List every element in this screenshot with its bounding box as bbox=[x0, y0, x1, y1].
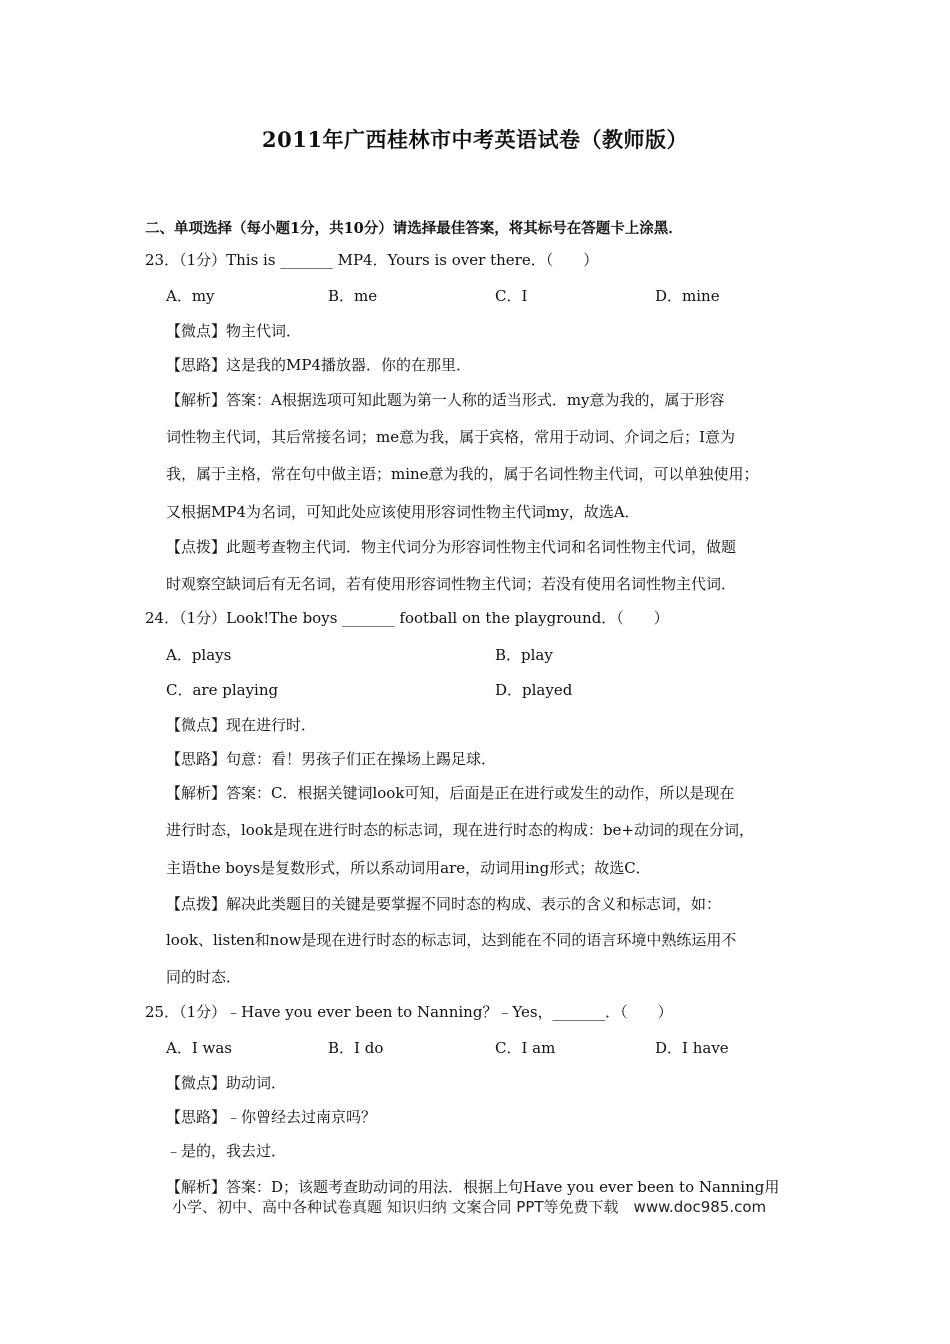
q23-analysis-line: 【解析】答案：A根据选项可知此题为第一人称的适当形式．my意为我的，属于形容 bbox=[166, 391, 725, 409]
q24-option-a: A．plays bbox=[166, 646, 232, 664]
question-24-stem: 24．（1分）Look!The boys _______ football on the playground．（ ） bbox=[145, 609, 669, 627]
q23-option-a: A．my bbox=[166, 287, 215, 305]
q24-point: 【微点】现在进行时． bbox=[166, 716, 317, 734]
document-title: 2011年广西桂林市中考英语试卷（教师版） bbox=[262, 127, 688, 152]
question-25-stem: 25．（1分）﹣Have you ever been to Nanning？﹣Yes，_______．（ ） bbox=[145, 1003, 673, 1021]
q24-idea: 【思路】句意：看！男孩子们正在操场上踢足球． bbox=[166, 750, 497, 768]
q24-analysis-line: 【解析】答案：C．根据关键词look可知，后面是正在进行或发生的动作，所以是现在 bbox=[166, 784, 735, 802]
q23-analysis-line: 我，属于主格，常在句中做主语；mine意为我的，属于名词性物主代词，可以单独使用； bbox=[166, 465, 759, 483]
q24-tip-line: 【点拨】解决此类题目的关键是要掌握不同时态的构成、表示的含义和标志词，如： bbox=[166, 895, 722, 913]
q25-idea: 【思路】﹣你曾经去过南京吗？ bbox=[166, 1108, 377, 1126]
q23-option-d: D．mine bbox=[655, 287, 720, 305]
q23-tip-line: 【点拨】此题考查物主代词．物主代词分为形容词性物主代词和名词性物主代词，做题 bbox=[166, 538, 737, 556]
q24-tip-line: 同的时态． bbox=[166, 968, 242, 986]
q25-analysis-line: 【解析】答案：D；该题考查助动词的用法．根据上句Have you ever been to Nanning用 bbox=[166, 1178, 780, 1196]
q24-option-d: D．played bbox=[495, 681, 573, 699]
q23-point: 【微点】物主代词． bbox=[166, 322, 302, 340]
q25-point: 【微点】助动词． bbox=[166, 1074, 287, 1092]
q24-analysis-line: 主语the boys是复数形式，所以系动词用are，动词用ing形式；故选C． bbox=[166, 859, 651, 877]
q25-idea-answer: ﹣是的，我去过． bbox=[166, 1142, 287, 1160]
q23-option-c: C．I bbox=[495, 287, 528, 305]
q25-option-b: B．I do bbox=[328, 1039, 384, 1057]
q25-option-a: A．I was bbox=[166, 1039, 233, 1057]
question-23-stem: 23．（1分）This is _______ MP4．Yours is over there．（ ） bbox=[145, 251, 599, 269]
q25-option-c: C．I am bbox=[495, 1039, 556, 1057]
q23-tip-line: 时观察空缺词后有无名词，若有使用形容词性物主代词；若没有使用名词性物主代词． bbox=[166, 575, 737, 593]
q23-analysis-line: 又根据MP4为名词，可知此处应该使用形容词性物主代词my，故选A． bbox=[166, 503, 640, 521]
q24-tip-line: look、listen和now是现在进行时态的标志词，达到能在不同的语言环境中熟练运用不 bbox=[166, 931, 737, 949]
section-heading: 二、单项选择（每小题1分，共10分）请选择最佳答案，将其标号在答题卡上涂黑． bbox=[145, 220, 683, 237]
q23-analysis-line: 词性物主代词，其后常接名词；me意为我，属于宾格，常用于动词、介词之后；I意为 bbox=[166, 428, 736, 446]
footer-ad: 小学、初中、高中各种试卷真题 知识归纳 文案合同 PPT等免费下载 www.doc985.com bbox=[172, 1198, 767, 1216]
q24-option-c: C．are playing bbox=[166, 681, 279, 699]
q23-option-b: B．me bbox=[328, 287, 378, 305]
q24-analysis-line: 进行时态，look是现在进行时态的标志词，现在进行时态的构成：be+动词的现在分词， bbox=[166, 821, 754, 839]
q23-idea: 【思路】这是我的MP4播放器．你的在那里． bbox=[166, 356, 471, 374]
q24-option-b: B．play bbox=[495, 646, 553, 664]
q25-option-d: D．I have bbox=[655, 1039, 729, 1057]
